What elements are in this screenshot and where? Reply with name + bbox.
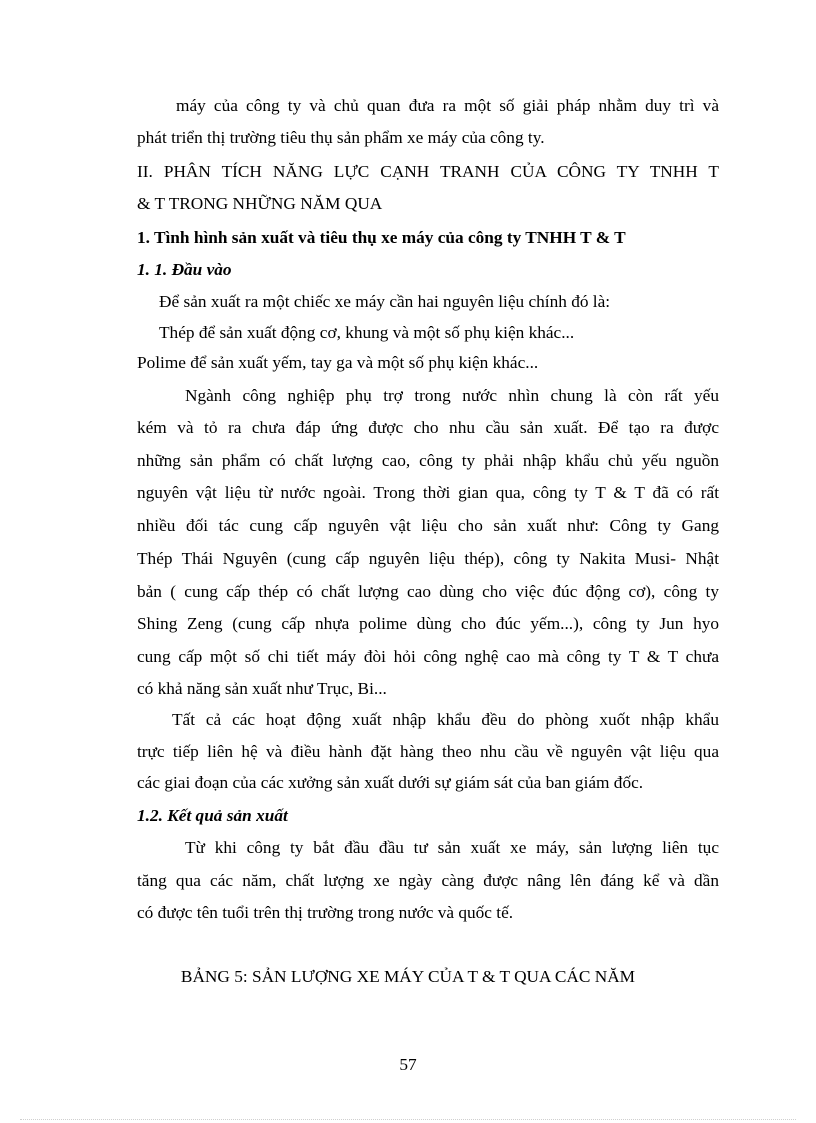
supply-line-2: kém và tỏ ra chưa đáp ứng được cho nhu cầu sản xuất. Để tạo ra được bbox=[137, 418, 719, 437]
import-line-2: trực tiếp liên hệ và điều hành đặt hàng theo nhu cầu về nguyên vật liệu qua bbox=[137, 742, 719, 761]
supply-line-8: Shing Zeng (cung cấp nhựa polime dùng cho đúc yếm...), công ty Jun hyo bbox=[137, 614, 719, 633]
import-line-1: Tất cả các hoạt động xuất nhập khẩu đều do phòng xuốt nhập khẩu bbox=[172, 710, 719, 729]
inputs-line-1: Để sản xuất ra một chiếc xe máy cần hai nguyên liệu chính đó là: bbox=[159, 292, 611, 311]
table-caption: BẢNG 5: SẢN LƯỢNG XE MÁY CỦA T & T QUA CÁC NĂM bbox=[180, 967, 636, 986]
supply-line-6: Thép Thái Nguyên (cung cấp nguyên liệu thép), công ty Nakita Musi- Nhật bbox=[137, 549, 719, 568]
results-line-3: có được tên tuổi trên thị trường trong nước và quốc tế. bbox=[137, 903, 514, 922]
intro-line-2: phát triển thị trường tiêu thụ sản phẩm xe máy của công ty. bbox=[137, 128, 545, 147]
page-bottom-rule bbox=[20, 1119, 796, 1120]
heading-1: 1. Tình hình sản xuất và tiêu thụ xe máy của công ty TNHH T & T bbox=[137, 228, 626, 247]
results-line-2: tăng qua các năm, chất lượng xe ngày càng được nâng lên đáng kể và dần bbox=[137, 871, 719, 890]
supply-line-3: những sản phẩm có chất lượng cao, công ty phải nhập khẩu chủ yếu nguồn bbox=[137, 451, 719, 470]
supply-line-5: nhiều đối tác cung cấp nguyên vật liệu cho sản xuất như: Công ty Gang bbox=[137, 516, 719, 535]
inputs-line-2: Thép để sản xuất động cơ, khung và một số phụ kiện khác... bbox=[159, 323, 575, 342]
inputs-line-3: Polime để sản xuất yếm, tay ga và một số phụ kiện khác... bbox=[137, 353, 539, 372]
supply-line-9: cung cấp một số chi tiết máy đòi hỏi công nghệ cao mà công ty T & T chưa bbox=[137, 647, 719, 666]
section-heading-line-1: II. PHÂN TÍCH NĂNG LỰC CẠNH TRANH CỦA CÔNG TY TNHH T bbox=[137, 162, 719, 181]
supply-line-1: Ngành công nghiệp phụ trợ trong nước nhìn chung là còn rất yếu bbox=[185, 386, 719, 405]
page-number: 57 bbox=[399, 1055, 417, 1074]
subheading-1-1: 1. 1. Đầu vào bbox=[137, 260, 232, 279]
intro-line-1: máy của công ty và chủ quan đưa ra một số giải pháp nhằm duy trì và bbox=[176, 96, 719, 115]
import-line-3: các giai đoạn của các xưởng sản xuất dưới sự giám sát của ban giám đốc. bbox=[137, 773, 644, 792]
supply-line-10: có khả năng sản xuất như Trục, Bi... bbox=[137, 679, 387, 698]
supply-line-4: nguyên vật liệu từ nước ngoài. Trong thời gian qua, công ty T & T đã có rất bbox=[137, 483, 719, 502]
results-line-1: Từ khi công ty bắt đầu đầu tư sản xuất xe máy, sản lượng liên tục bbox=[185, 838, 719, 857]
supply-line-7: bản ( cung cấp thép có chất lượng cao dùng cho việc đúc động cơ), công ty bbox=[137, 582, 719, 601]
section-heading-line-2: & T TRONG NHỮNG NĂM QUA bbox=[137, 194, 383, 213]
subheading-1-2: 1.2. Kết quả sản xuất bbox=[137, 806, 288, 825]
